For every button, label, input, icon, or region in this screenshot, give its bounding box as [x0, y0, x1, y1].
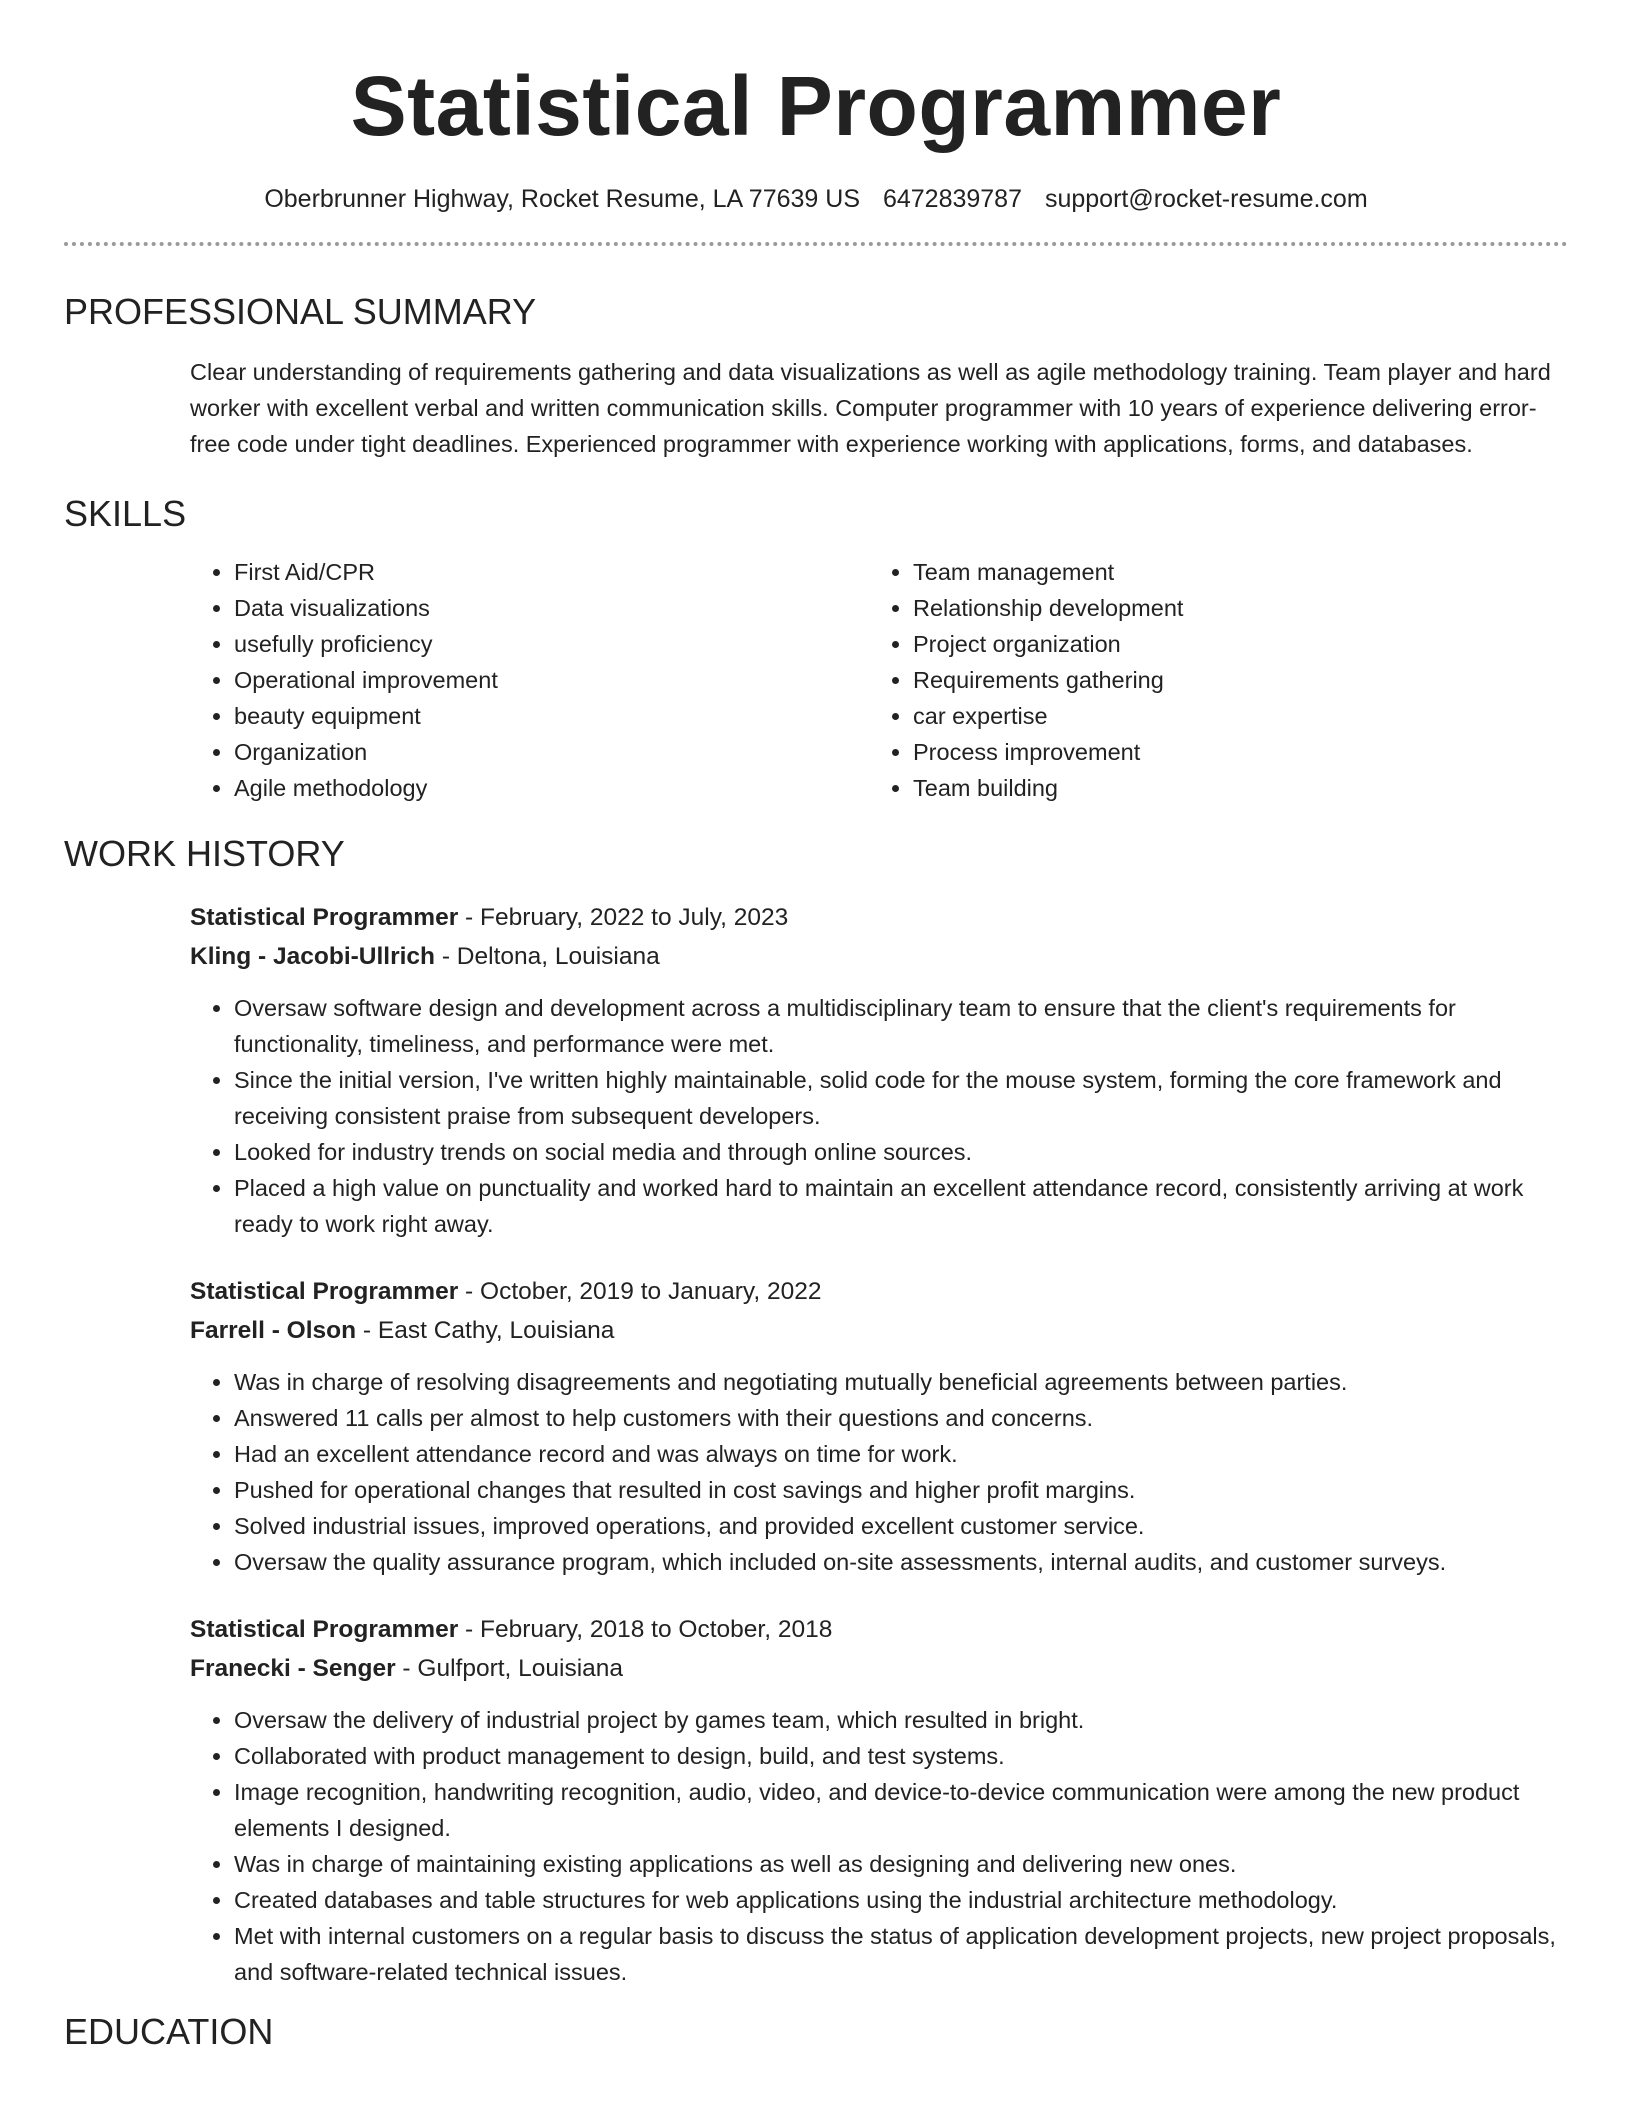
job-bullets [190, 990, 1560, 1242]
skill-item: • Operational improvement [234, 662, 869, 698]
job-bullet: • Was in charge of maintaining existing applications as well as designing and delivering new ones. [234, 1846, 1560, 1882]
job-bullet: • Pushed for operational changes that resulted in cost savings and higher profit margins. [234, 1472, 1560, 1508]
job-bullet: • Had an excellent attendance record and was always on time for work. [234, 1436, 1560, 1472]
job-bullet: • Oversaw the quality assurance program, which included on-site assessments, internal audits, and customer surveys. [234, 1544, 1560, 1580]
skill-item: • Organization [234, 734, 869, 770]
education-heading: EDUCATION [64, 2011, 274, 2052]
job-bullet: • Looked for industry trends on social media and through online sources. [234, 1134, 1560, 1170]
job-company: Kling - Jacobi-Ullrich [190, 943, 436, 970]
job-company-line [190, 937, 1568, 976]
summary-text: Clear understanding of requirements gathering and data visualizations as well as agile methodology training. Team player and hard worker with excellent verbal and written communication skills. Computer programmer with 10 years of experience delivering error-free code under tight deadlines. Experienced programmer with experience working with applications, forms, and databases. [190, 359, 1551, 457]
skill-item: • Team building [913, 770, 1548, 806]
work-history-heading: WORK HISTORY [64, 833, 345, 874]
job-bullet: • Solved industrial issues, improved operations, and provided excellent customer service. [234, 1508, 1560, 1544]
job-bullet: • Created databases and table structures for web applications using the industrial architecture methodology. [234, 1882, 1560, 1918]
resume-page [64, 0, 1568, 2054]
job-company-line [190, 1311, 1568, 1350]
skill-item: • Project organization [913, 626, 1548, 662]
job-location: - East Cathy, Louisiana [356, 1317, 615, 1344]
job-bullet: • Since the initial version, I've written highly maintainable, solid code for the mouse system, forming the core framework and receiving consistent praise from subsequent developers. [234, 1062, 1560, 1134]
skill-item: • usefully proficiency [234, 626, 869, 662]
header-divider [64, 242, 1568, 246]
job-bullet: • Met with internal customers on a regular basis to discuss the status of application development projects, new project proposals, and software-related technical issues. [234, 1918, 1560, 1990]
skill-item: • Agile methodology [234, 770, 869, 806]
skill-item: • Process improvement [913, 734, 1548, 770]
job-title-line [190, 1272, 1568, 1311]
skill-item: • Data visualizations [234, 590, 869, 626]
summary-heading: PROFESSIONAL SUMMARY [64, 291, 537, 332]
job-bullets [190, 1364, 1560, 1580]
job-dates: - February, 2022 to July, 2023 [458, 904, 789, 931]
skills-column-left [190, 554, 869, 806]
job-location: - Deltona, Louisiana [435, 943, 660, 970]
job-title-line [190, 1610, 1568, 1649]
skills-list [190, 554, 1568, 806]
job-company: Franecki - Senger [190, 1655, 396, 1682]
job-dates: - February, 2018 to October, 2018 [458, 1616, 833, 1643]
skill-item: • Relationship development [913, 590, 1548, 626]
resume-name: Statistical Programmer [350, 59, 1282, 153]
job-role: Statistical Programmer [190, 904, 459, 931]
job-bullet: • Answered 11 calls per almost to help customers with their questions and concerns. [234, 1400, 1560, 1436]
job-role: Statistical Programmer [190, 1616, 459, 1643]
contact-address: Oberbrunner Highway, Rocket Resume, LA 77639 US [264, 185, 860, 213]
job-entry [190, 898, 1568, 1242]
skill-item: • beauty equipment [234, 698, 869, 734]
job-entry [190, 1610, 1568, 1990]
job-bullet: • Oversaw software design and development across a multidisciplinary team to ensure that the client's requirements for functionality, timeliness, and performance were met. [234, 990, 1560, 1062]
contact-line [64, 182, 1568, 216]
skills-column-right [869, 554, 1548, 806]
job-location: - Gulfport, Louisiana [395, 1655, 624, 1682]
job-bullets [190, 1702, 1560, 1990]
job-bullet: • Image recognition, handwriting recognition, audio, video, and device-to-device communication were among the new product elements I designed. [234, 1774, 1560, 1846]
skills-heading: SKILLS [64, 493, 187, 534]
job-bullet: • Was in charge of resolving disagreements and negotiating mutually beneficial agreements between parties. [234, 1364, 1560, 1400]
job-company: Farrell - Olson [190, 1317, 357, 1344]
skill-item: • Requirements gathering [913, 662, 1548, 698]
job-role: Statistical Programmer [190, 1278, 459, 1305]
job-title-line [190, 898, 1568, 937]
job-company-line [190, 1649, 1568, 1688]
job-bullet: • Collaborated with product management to design, build, and test systems. [234, 1738, 1560, 1774]
skill-item: • car expertise [913, 698, 1548, 734]
skill-item: • First Aid/CPR [234, 554, 869, 590]
skill-item: • Team management [913, 554, 1548, 590]
job-entry [190, 1272, 1568, 1580]
contact-phone: 6472839787 [882, 185, 1022, 213]
job-bullet: • Placed a high value on punctuality and worked hard to maintain an excellent attendance record, consistently arriving at work ready to work right away. [234, 1170, 1560, 1242]
contact-email: support@rocket-resume.com [1044, 185, 1368, 213]
job-dates: - October, 2019 to January, 2022 [458, 1278, 822, 1305]
job-bullet: • Oversaw the delivery of industrial project by games team, which resulted in bright. [234, 1702, 1560, 1738]
